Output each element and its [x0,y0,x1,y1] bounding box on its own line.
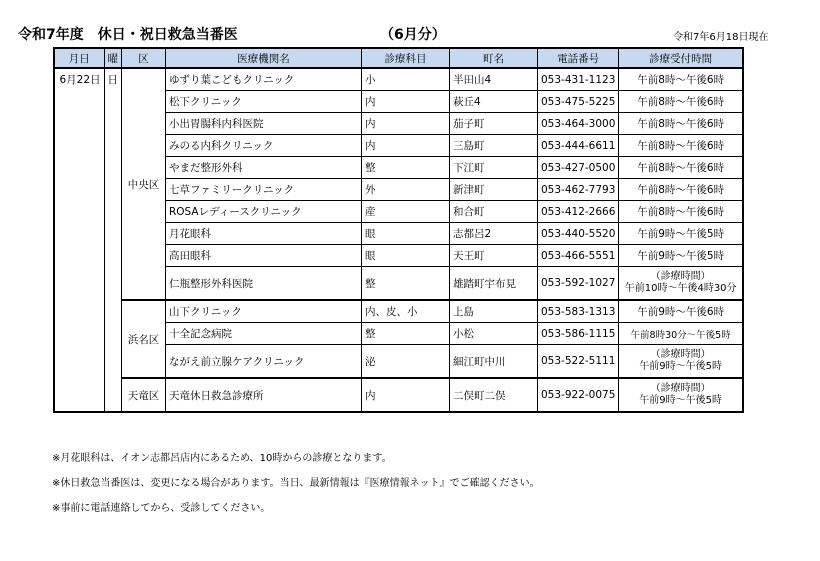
town: 下江町 [450,157,538,179]
page-title: 令和7年度 休日・祝日救急当番医 [18,27,238,43]
duty-doctor-table [53,47,744,413]
institution-name: 十全記念病院 [166,323,362,345]
col-header-ward: 区 [122,48,166,68]
institution-name: みのる内科クリニック [166,135,362,157]
town: 萩丘4 [450,91,538,113]
hours-value: 午前10時～午後4時30分 [624,283,737,294]
institution-name: 天竜休日救急診療所 [166,378,362,412]
department: 内 [362,135,450,157]
phone-number: 053-475-5225 [538,91,619,113]
reception-hours [619,267,743,301]
reception-hours: 午前8時～午後6時 [619,179,743,201]
as-of-date: 令和7年6月18日現在 [673,32,769,43]
hours-value: 午前9時～午後5時 [639,361,722,372]
town: 上島 [450,300,538,323]
department: 眼 [362,245,450,267]
phone-number: 053-922-0075 [538,378,619,412]
town: 新津町 [450,179,538,201]
phone-number: 053-431-1123 [538,68,619,91]
hours-note: （診療時間） [650,349,711,360]
department: 小 [362,68,450,91]
ward-cell-tenryu: 天竜区 [122,378,166,412]
phone-number: 053-412-2666 [538,201,619,223]
department: 内 [362,113,450,135]
footnote: ※休日救急当番医は、変更になる場合があります。当日、最新情報は『医療情報ネット』でご確認ください。 [52,478,540,489]
phone-number: 053-522-5111 [538,345,619,379]
phone-number: 053-462-7793 [538,179,619,201]
phone-number: 053-440-5520 [538,223,619,245]
reception-hours: 午前8時～午後6時 [619,201,743,223]
phone-number: 053-592-1027 [538,267,619,301]
department: 産 [362,201,450,223]
institution-name: 月花眼科 [166,223,362,245]
reception-hours: 午前8時～午後6時 [619,135,743,157]
footnotes [52,446,540,521]
ward-cell-hamana: 浜名区 [122,300,166,378]
table-row [54,68,743,91]
institution-name: 松下クリニック [166,91,362,113]
department: 整 [362,157,450,179]
col-header-weekday: 曜 [104,48,122,68]
department: 外 [362,179,450,201]
month-label: （6月分） [380,27,446,43]
town: 細江町中川 [450,345,538,379]
department: 内、皮、小 [362,300,450,323]
phone-number: 053-427-0500 [538,157,619,179]
col-header-hours: 診療受付時間 [619,48,743,68]
reception-hours: 午前8時～午後6時 [619,68,743,91]
weekday-cell: 日 [104,68,122,412]
institution-name: ROSAレディースクリニック [166,201,362,223]
date-cell: 6月22日 [54,68,104,412]
institution-name: やまだ整形外科 [166,157,362,179]
department: 眼 [362,223,450,245]
institution-name: ながえ前立腺ケアクリニック [166,345,362,379]
institution-name: 山下クリニック [166,300,362,323]
table-row [54,378,743,412]
town: 半田山4 [450,68,538,91]
reception-hours: 午前8時30分～午後5時 [619,323,743,345]
hours-value: 午前9時～午後5時 [639,395,722,406]
reception-hours: 午前9時～午後6時 [619,300,743,323]
town: 和合町 [450,201,538,223]
reception-hours: 午前8時～午後6時 [619,91,743,113]
town: 三島町 [450,135,538,157]
table-row [54,300,743,323]
town: 雄踏町宇布見 [450,267,538,301]
col-header-date: 月日 [54,48,104,68]
reception-hours [619,378,743,412]
reception-hours: 午前9時～午後5時 [619,223,743,245]
table-header-row [54,48,743,68]
department: 整 [362,267,450,301]
phone-number: 053-586-1115 [538,323,619,345]
department: 内 [362,378,450,412]
hours-note: （診療時間） [650,383,711,394]
reception-hours: 午前8時～午後6時 [619,113,743,135]
institution-name: 小出胃腸科内科医院 [166,113,362,135]
phone-number: 053-466-5551 [538,245,619,267]
reception-hours: 午前8時～午後6時 [619,157,743,179]
department: 整 [362,323,450,345]
department: 泌 [362,345,450,379]
footnote: ※事前に電話連絡してから、受診してください。 [52,503,271,514]
reception-hours: 午前9時～午後5時 [619,245,743,267]
town: 志都呂2 [450,223,538,245]
col-header-phone: 電話番号 [538,48,619,68]
phone-number: 053-583-1313 [538,300,619,323]
town: 天王町 [450,245,538,267]
institution-name: 七草ファミリークリニック [166,179,362,201]
institution-name: 高田眼科 [166,245,362,267]
reception-hours [619,345,743,379]
phone-number: 053-444-6611 [538,135,619,157]
institution-name: 仁瓶整形外科医院 [166,267,362,301]
footnote: ※月花眼科は、イオン志都呂店内にあるため、10時からの診療となります。 [52,453,392,464]
col-header-institution: 医療機関名 [166,48,362,68]
town: 茄子町 [450,113,538,135]
town: 二俣町二俣 [450,378,538,412]
town: 小松 [450,323,538,345]
institution-name: ゆずり葉こどもクリニック [166,68,362,91]
ward-cell-chuo: 中央区 [122,68,166,300]
phone-number: 053-464-3000 [538,113,619,135]
col-header-town: 町名 [450,48,538,68]
col-header-department: 診療科目 [362,48,450,68]
department: 内 [362,91,450,113]
hours-note: （診療時間） [650,271,711,282]
